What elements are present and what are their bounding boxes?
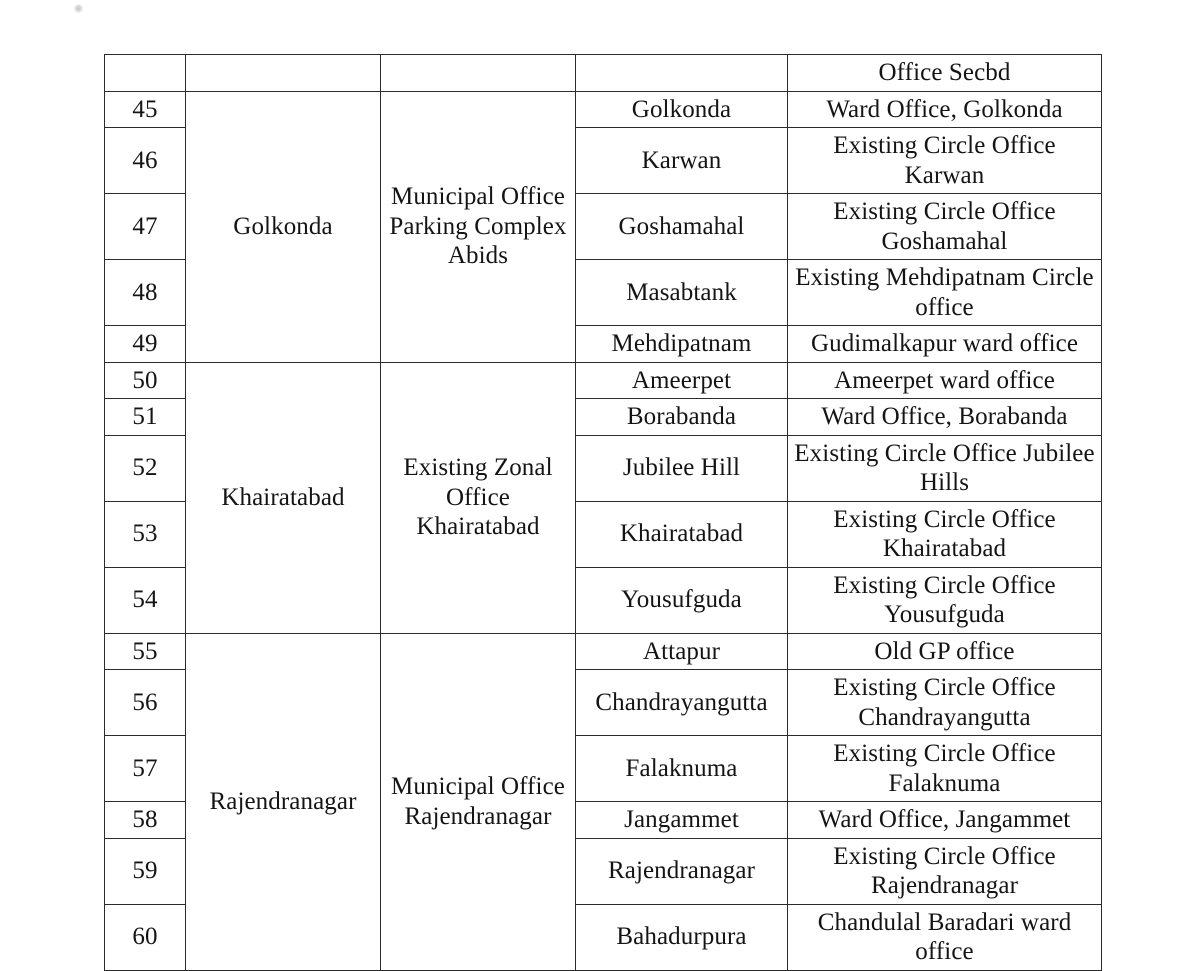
cell-zone: Golkonda (186, 91, 381, 362)
cell-circle: Khairatabad (576, 501, 788, 567)
cell-sno: 51 (105, 399, 186, 436)
cell-venue: Office Secbd (788, 55, 1102, 92)
cell-sno: 57 (105, 736, 186, 802)
table-row (105, 91, 1102, 128)
cell-zone (186, 55, 381, 92)
cell-venue: Ward Office, Jangammet (788, 802, 1102, 839)
cell-circle: Attapur (576, 633, 788, 670)
cell-circle: Ameerpet (576, 362, 788, 399)
cell-circle: Yousufguda (576, 567, 788, 633)
cell-circle: Masabtank (576, 260, 788, 326)
cell-sno: 47 (105, 194, 186, 260)
cell-sno: 55 (105, 633, 186, 670)
cell-circle: Jangammet (576, 802, 788, 839)
cell-venue: Existing Circle Office Rajendranagar (788, 838, 1102, 904)
scan-artifact-speck (74, 4, 83, 13)
cell-circle: Rajendranagar (576, 838, 788, 904)
cell-venue: Existing Circle Office Chandrayangutta (788, 670, 1102, 736)
zone-circle-venue-table (104, 54, 1102, 971)
cell-circle: Borabanda (576, 399, 788, 436)
cell-sno: 45 (105, 91, 186, 128)
cell-circle: Mehdipatnam (576, 326, 788, 363)
table-row (105, 362, 1102, 399)
cell-circle: Falaknuma (576, 736, 788, 802)
cell-sno: 59 (105, 838, 186, 904)
cell-sno (105, 55, 186, 92)
cell-sno: 48 (105, 260, 186, 326)
cell-venue: Chandulal Baradari ward office (788, 904, 1102, 970)
table-container (104, 54, 1101, 971)
cell-venue: Existing Circle Office Goshamahal (788, 194, 1102, 260)
cell-sno: 58 (105, 802, 186, 839)
cell-venue: Ameerpet ward office (788, 362, 1102, 399)
cell-sno: 60 (105, 904, 186, 970)
cell-sno: 46 (105, 128, 186, 194)
cell-venue: Existing Circle Office Khairatabad (788, 501, 1102, 567)
cell-office: Municipal Office Rajendranagar (381, 633, 576, 970)
cell-office: Municipal Office Parking Complex Abids (381, 91, 576, 362)
cell-venue: Existing Circle Office Yousufguda (788, 567, 1102, 633)
cell-venue: Existing Mehdipatnam Circle office (788, 260, 1102, 326)
cell-venue: Gudimalkapur ward office (788, 326, 1102, 363)
cell-office (381, 55, 576, 92)
cell-circle: Goshamahal (576, 194, 788, 260)
cell-venue: Existing Circle Office Falaknuma (788, 736, 1102, 802)
cell-circle: Jubilee Hill (576, 435, 788, 501)
cell-venue: Existing Circle Office Karwan (788, 128, 1102, 194)
cell-office: Existing Zonal Office Khairatabad (381, 362, 576, 633)
cell-sno: 52 (105, 435, 186, 501)
cell-sno: 54 (105, 567, 186, 633)
cell-sno: 53 (105, 501, 186, 567)
cell-sno: 50 (105, 362, 186, 399)
cell-venue: Ward Office, Golkonda (788, 91, 1102, 128)
cell-circle: Bahadurpura (576, 904, 788, 970)
cell-circle: Karwan (576, 128, 788, 194)
table-row (105, 633, 1102, 670)
cell-circle (576, 55, 788, 92)
cell-sno: 49 (105, 326, 186, 363)
cell-circle: Golkonda (576, 91, 788, 128)
table-row-partial-continuation (105, 55, 1102, 92)
cell-zone: Rajendranagar (186, 633, 381, 970)
cell-zone: Khairatabad (186, 362, 381, 633)
cell-venue: Old GP office (788, 633, 1102, 670)
cell-sno: 56 (105, 670, 186, 736)
cell-venue: Existing Circle Office Jubilee Hills (788, 435, 1102, 501)
cell-venue: Ward Office, Borabanda (788, 399, 1102, 436)
cell-circle: Chandrayangutta (576, 670, 788, 736)
